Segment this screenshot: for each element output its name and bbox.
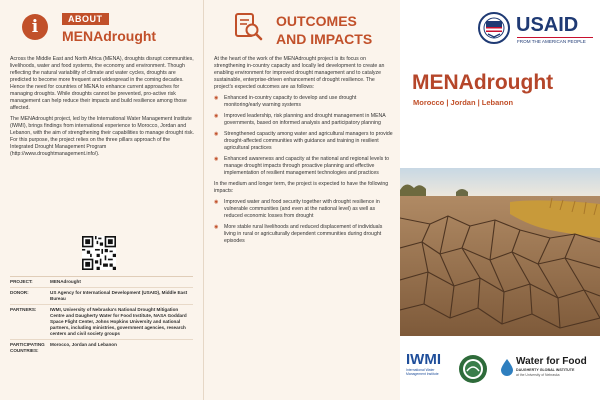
iwmi-logo xyxy=(406,352,450,376)
outcomes-kicker: OUTCOMES xyxy=(276,13,357,29)
usaid-wordmark: USAID xyxy=(516,14,579,36)
wff-wordmark: Water for Food xyxy=(516,356,587,367)
project-info-row: PARTICIPATING COUNTRIES: Morocco, Jordan and Lebanon xyxy=(10,342,117,353)
project-info-table xyxy=(10,276,193,356)
outcomes-panel xyxy=(203,0,400,400)
project-info-row: PROJECT: MENAdrought xyxy=(10,277,193,288)
ndmc-seal-icon xyxy=(458,354,488,384)
list-item: ◉ Improved leadership, risk planning and drought management in MENA governments, based on informed analysis and participatory planning xyxy=(214,113,394,127)
about-title: MENAdrought xyxy=(62,28,157,44)
usaid-tagline: FROM THE AMERICAN PEOPLE xyxy=(517,37,593,45)
outcomes-header xyxy=(204,0,400,48)
project-info-row: DONOR: US Agency for International Development (USAID), Middle East Bureau xyxy=(10,288,193,305)
brand-title: MENAdrought xyxy=(412,71,554,94)
impacts-list xyxy=(214,199,394,245)
magnifier-document-icon xyxy=(234,12,264,42)
iwmi-subtitle: International Water Management Institute xyxy=(406,368,439,376)
qr-code-icon xyxy=(82,236,116,270)
list-item: ◉ More stable rural livelihoods and reduced displacement of individuals living in rural or agriculturally dependent communities during drought episodes xyxy=(214,224,394,245)
about-text xyxy=(10,56,194,162)
dry-cracked-field-photo xyxy=(400,168,600,336)
country-list: Morocco | Jordan | Lebanon xyxy=(413,98,514,107)
about-paragraph: Across the Middle East and North Africa (MENA), droughts disrupt communities, livelihoods, water and food systems, the economy and environment. Though reflecting the natural variability of climate and water cycles, droughts are predicted to become more frequent and widespread in the coming decades. Hence the need for countries of MENA to enhance current approaches for managing droughts. While droughts cannot be prevented, pro-active risk management can help reduce their impacts and build resilience among those affected. xyxy=(10,56,194,111)
list-item: ◉ Enhanced awareness and capacity at the national and regional levels to manage drought impacts through proactive planning and effective implementation of resilient management technologies and practices xyxy=(214,156,394,177)
project-info-row: PARTNERS: IWMI, University of Nebraska's National Drought Mitigation Centre and Daugherty Water for Food Institute, NASA Goddard Space Flight Center, Johns Hopkins University and national partners, including ministries, government agencies, research centers and civil society groups xyxy=(10,305,193,340)
outcomes-intro: At the heart of the work of the MENAdrought project is its focus on strengthening in-country capacity and locally led development to create an enabling environment for improved drought management and to catalyze sustainable, enterprise-driven enhancement of drought resilience. The project's expected outcomes are as follows: xyxy=(214,56,385,90)
outcomes-text xyxy=(214,56,394,249)
about-kicker: ABOUT xyxy=(62,13,109,25)
usaid-logo xyxy=(474,10,592,46)
list-item: ◉ Improved water and food security together with drought resilience in vulnerable communities (and even at the national level) as well as reduced economic losses from drought xyxy=(214,199,394,220)
outcomes-title: AND IMPACTS xyxy=(276,31,373,47)
about-header xyxy=(0,0,203,48)
wff-university: at the University of Nebraska xyxy=(516,373,560,377)
wff-subtitle: DAUGHERTY GLOBAL INSTITUTE xyxy=(516,368,575,372)
cover-panel xyxy=(400,0,600,400)
impacts-intro: In the medium and longer term, the project is expected to have the following impacts: xyxy=(214,181,389,194)
iwmi-wordmark: IWMI xyxy=(406,351,441,368)
usaid-seal-icon xyxy=(478,12,510,44)
list-item: ◉ Enhanced in-country capacity to develop and use drought monitoring/early warning systems xyxy=(214,95,394,109)
about-panel xyxy=(0,0,203,400)
list-item: ◉ Strengthened capacity among water and agricultural managers to provide drought-affected communities with guidance and training in resilient agricultural practices xyxy=(214,131,394,152)
about-paragraph: The MENAdrought project, led by the International Water Management Institute (IWMI), brings findings from international experience to Morocco, Jordan and Lebanon, with the aim of strengthening their capabilities to manage drought risk. For this purpose, the project relies on the three pillars approach of the Integrated Drought Management Program (http://www.droughtmanagement.info/). xyxy=(10,116,194,157)
water-drop-icon xyxy=(500,358,514,376)
outcomes-list xyxy=(214,95,394,177)
info-icon: i xyxy=(22,14,48,40)
